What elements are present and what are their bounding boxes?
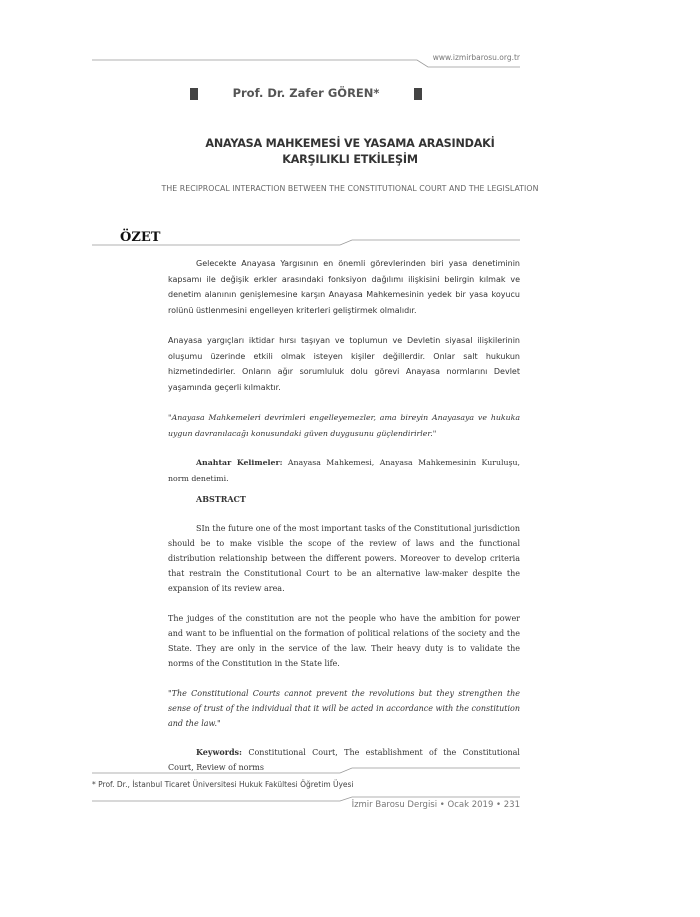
ozet-paragraph-1: Gelecekte Anayasa Yargısının en önemli görevlerinden biri yasa denetiminin kapsamı ile değişik erkler arasındaki fonksiyon dağılımı ilişkisini belirgin kılmak ve denetim alanının genişlemesine karşın Anayasa Mahkemesinin yedek bir yasa koyucu rolünü üstlenmesini engelleyen kriterleri geliştirmek olmalıdır.	[168, 259, 520, 315]
ozet-section	[168, 256, 520, 486]
author-marker-right	[414, 88, 422, 100]
ozet-keywords-text: Anayasa Mahkemesi, Anayasa Mahkemesinin Kuruluşu, norm denetimi.	[168, 458, 520, 483]
ozet-quote: "Anayasa Mahkemeleri devrimleri engelleyemezler, ama bireyin Anayasaya ve hukuka uygun davranılacağı konusundaki güven duygusunu güçlendirirler."	[168, 413, 520, 438]
abstract-paragraph-1: SIn the future one of the most important tasks of the Constitutional jurisdiction should be to make visible the scope of the review of laws and the functional distribution relationship between the different powers. Moreover to develop criteria that restrain the Constitutional Court to be an alternative law-maker despite the expansion of its review area.	[168, 524, 520, 593]
ozet-paragraph-2: Anayasa yargıçları iktidar hırsı taşıyan ve toplumun ve Devletin siyasal ilişkilerinin oluşumu üzerinde etkili olmak isteyen kişiler değillerdir. Onlar salt hukukun hizmetindedirler. Onların ağır sorumluluk dolu görevi Anayasa normlarını Devlet yaşamında geçerli kılmaktır.	[168, 336, 520, 392]
title-line-1: ANAYASA MAHKEMESİ VE YASAMA ARASINDAKİ	[205, 137, 495, 150]
journal-footer: İzmir Barosu Dergisi • Ocak 2019 • 231	[351, 800, 520, 810]
abstract-section	[168, 492, 520, 775]
ozet-heading: ÖZET	[120, 230, 161, 245]
author-name: Prof. Dr. Zafer GÖREN*	[232, 86, 380, 100]
abstract-heading: ABSTRACT	[196, 494, 246, 504]
site-url[interactable]: www.izmirbarosu.org.tr	[432, 53, 520, 62]
abstract-keywords-label: Keywords:	[196, 747, 243, 757]
title-line-2: KARŞILIKLI ETKİLEŞİM	[282, 153, 418, 166]
english-title: THE RECIPROCAL INTERACTION BETWEEN THE CONSTITUTIONAL COURT AND THE LEGISLATION	[161, 184, 539, 193]
article-title	[120, 136, 580, 168]
abstract-paragraph-2: The judges of the constitution are not the people who have the ambition for power and want to be influential on the formation of political relations of the society and the State. They are only in the service of the law. Their heavy duty is to validate the norms of the Constitution in the State life.	[168, 614, 520, 668]
abstract-keywords	[168, 745, 520, 775]
author-footnote: * Prof. Dr., İstanbul Ticaret Üniversitesi Hukuk Fakültesi Öğretim Üyesi	[92, 780, 354, 789]
author-block	[190, 86, 422, 102]
abstract-quote: "The Constitutional Courts cannot prevent the revolutions but they strengthen the sense of trust of the individual that it will be acted in accordance with the constitution and the law."	[168, 689, 520, 728]
ozet-keywords-label: Anahtar Kelimeler:	[196, 458, 283, 467]
ozet-keywords	[168, 455, 520, 486]
abstract-keywords-text: Constitutional Court, The establishment of the Constitutional Court, Review of norms	[168, 748, 520, 772]
